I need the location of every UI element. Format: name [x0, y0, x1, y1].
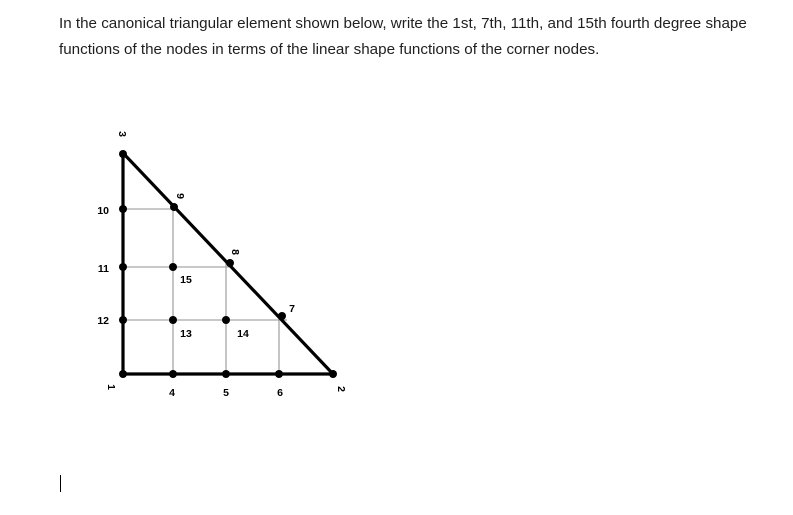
- node-label-5: 5: [223, 387, 229, 399]
- node-label-13: 13: [180, 328, 192, 340]
- node-label-8: 8: [229, 249, 241, 255]
- node-3: [119, 150, 127, 158]
- node-10: [119, 205, 127, 213]
- node-label-7: 7: [289, 303, 295, 315]
- triangular-element-figure: [80, 120, 360, 410]
- node-label-1: 1: [105, 384, 117, 390]
- node-label-10: 10: [97, 205, 109, 217]
- node-label-4: 4: [169, 387, 175, 399]
- node-14: [222, 316, 230, 324]
- question-text: In the canonical triangular element shown below, write the 1st, 7th, 11th, and 15th fourth degree shape functions of the nodes in terms of the linear shape functions of the corner nodes.: [59, 15, 747, 58]
- node-8: [226, 259, 234, 267]
- node-label-2: 2: [335, 386, 347, 392]
- triangular-element-diagram: [80, 120, 360, 410]
- node-9: [170, 203, 178, 211]
- node-15: [169, 263, 177, 271]
- node-1: [119, 370, 127, 378]
- node-label-9: 9: [174, 193, 186, 199]
- node-12: [119, 316, 127, 324]
- node-label-15: 15: [180, 274, 192, 286]
- node-2: [329, 370, 337, 378]
- node-4: [169, 370, 177, 378]
- text-cursor: [60, 475, 61, 492]
- node-13: [169, 316, 177, 324]
- node-label-6: 6: [277, 387, 283, 399]
- node-label-11: 11: [97, 263, 109, 275]
- node-7: [278, 312, 286, 320]
- grid-lines: [123, 206, 287, 374]
- node-label-12: 12: [97, 315, 109, 327]
- node-label-3: 3: [116, 131, 128, 137]
- node-label-14: 14: [237, 328, 249, 340]
- node-6: [275, 370, 283, 378]
- node-labels: [97, 131, 347, 399]
- node-5: [222, 370, 230, 378]
- node-11: [119, 263, 127, 271]
